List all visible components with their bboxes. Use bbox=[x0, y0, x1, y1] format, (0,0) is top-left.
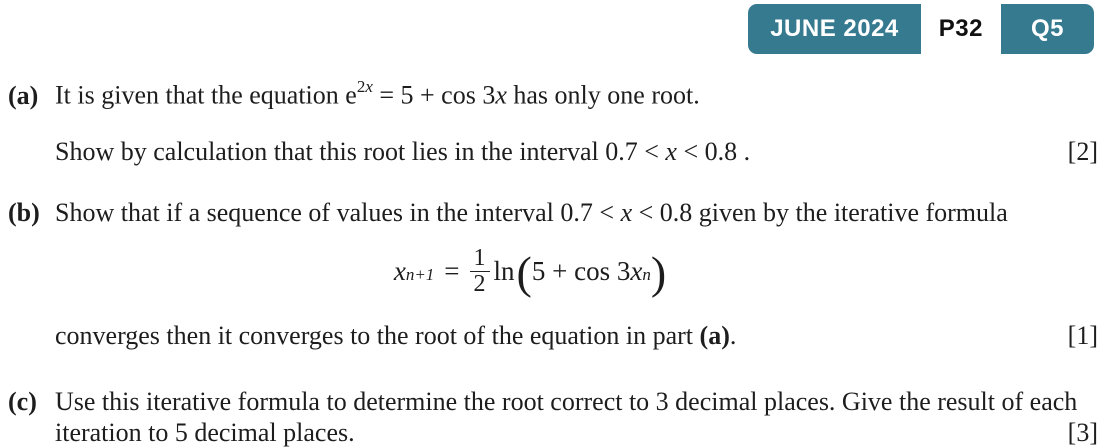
part-b-text bbox=[55, 198, 1008, 228]
formula-lhs-var: x bbox=[393, 256, 406, 287]
exponent-num: 2 bbox=[356, 77, 366, 96]
formula-arg-subscript: n bbox=[642, 264, 651, 284]
part-a-text bbox=[55, 74, 700, 111]
exponent bbox=[357, 77, 373, 96]
part-a-text-mid: = 5 + cos 3 bbox=[372, 80, 496, 110]
part-b-text-pre: Show that if a sequence of values in the interval 0.7 < bbox=[55, 198, 621, 227]
close-paren: ) bbox=[650, 247, 667, 299]
part-a-reference: (a) bbox=[699, 321, 730, 350]
part-c-line2-text: iteration to 5 decimal places. bbox=[55, 418, 355, 447]
part-a-line2-text bbox=[55, 137, 750, 167]
part-c-line1 bbox=[8, 387, 1098, 417]
variable-x: x bbox=[495, 80, 507, 110]
part-c-text: Use this iterative formula to determine the root correct to 3 decimal places. Give the result of each bbox=[55, 387, 1078, 416]
equals-sign: = bbox=[444, 256, 460, 287]
marks-part-b: [1] bbox=[1067, 321, 1098, 350]
ln-function: ln bbox=[493, 256, 515, 287]
variable-x: x bbox=[620, 198, 633, 227]
fraction-numerator: 1 bbox=[470, 246, 490, 272]
part-b-line2-post: . bbox=[729, 321, 737, 350]
part-a-text-pre: It is given that the equation e bbox=[55, 80, 357, 110]
exponent-var: x bbox=[365, 77, 373, 96]
formula-arg-var: x bbox=[630, 256, 643, 287]
part-a-text-post: has only one root. bbox=[506, 80, 700, 110]
part-b-label: (b) bbox=[8, 198, 40, 227]
marks-part-c: [3] bbox=[1067, 418, 1098, 447]
part-b-line2-text bbox=[55, 321, 736, 351]
marks-part-a: [2] bbox=[1067, 137, 1098, 166]
part-a-line2-post: < 0.8 . bbox=[676, 137, 751, 166]
iterative-formula-block bbox=[0, 246, 1100, 297]
iterative-formula bbox=[394, 246, 666, 297]
part-a-line1 bbox=[8, 74, 1098, 111]
part-a-line2-pre: Show by calculation that this root lies in the interval 0.7 < bbox=[55, 137, 666, 166]
fraction-denominator: 2 bbox=[473, 271, 486, 298]
badge-question-number: Q5 bbox=[1001, 4, 1094, 54]
part-b-line2 bbox=[55, 321, 1098, 351]
fraction-one-half bbox=[470, 246, 490, 297]
formula-arg-pre: 5 + cos 3 bbox=[531, 256, 631, 287]
part-b-text-post: < 0.8 given by the iterative formula bbox=[632, 198, 1008, 227]
variable-x: x bbox=[665, 137, 677, 166]
part-b-line2-pre: converges then it converges to the root of the equation in part bbox=[55, 321, 700, 350]
badge-session: JUNE 2024 bbox=[748, 4, 921, 54]
formula-lhs-subscript: n+1 bbox=[405, 264, 435, 284]
part-c-line2 bbox=[55, 418, 1098, 447]
part-a-line2 bbox=[55, 137, 1098, 167]
part-c-label: (c) bbox=[8, 387, 37, 416]
part-a-label: (a) bbox=[8, 80, 39, 110]
badge-paper-code: P32 bbox=[921, 4, 1001, 54]
question-badge bbox=[748, 4, 1094, 54]
open-paren: ( bbox=[516, 247, 532, 299]
part-b-line1 bbox=[8, 198, 1098, 228]
